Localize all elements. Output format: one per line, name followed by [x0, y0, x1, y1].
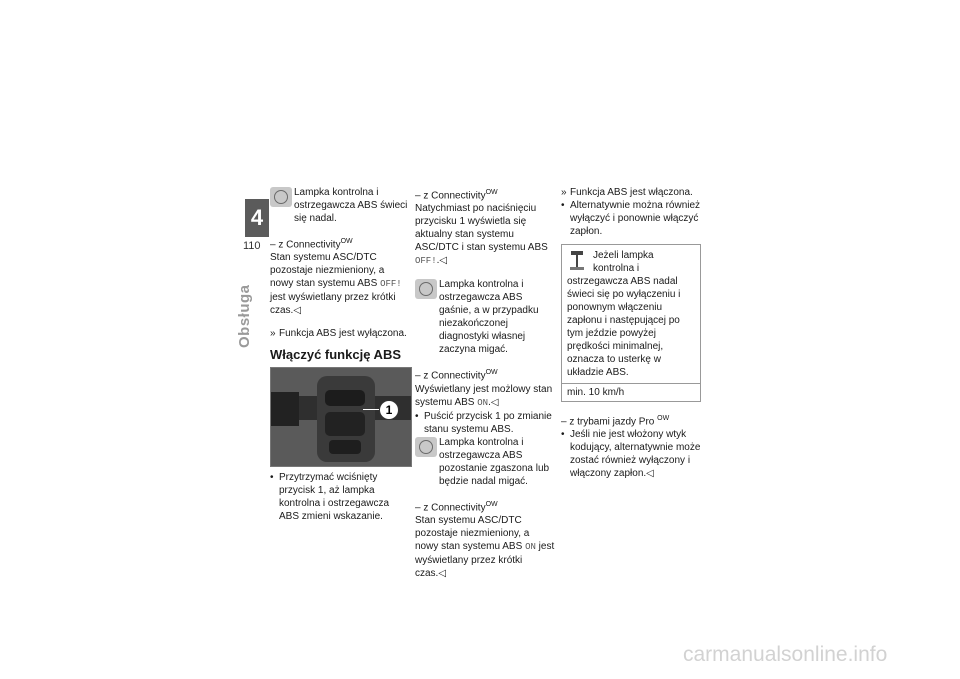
minimum-speed-note	[561, 244, 701, 402]
callout-1: 1	[379, 400, 399, 420]
result-line: » Funkcja ABS jest włączona.	[561, 187, 693, 198]
instruction-bullet: • Alternatywnie można również wyłączyć i ponownie włączyć zapłon.	[561, 200, 701, 237]
connectivity-condition: – z Connectivity$^{OW}$	[270, 238, 353, 251]
note-text: Jeżeli lampka kontrolna i ostrzegawcza ABS nadal świeci się po wyłączeniu i ponownym włączeniu zapłonu i następującej po tym jeździe powyżej prędkości minimalnej, oznacza to usterkę w układzie ABS.	[567, 250, 681, 378]
section-label	[238, 268, 258, 348]
connectivity-condition: – z Connectivity$^{OW}$	[415, 369, 498, 382]
instruction-bullet: • Jeśli nie jest włożony wtyk kodujący, alternatywnie może zostać również wyłączony i włączony zapłon.◁	[561, 429, 701, 480]
instruction-bullet: • Przytrzymać wciśnięty przycisk 1, aż lampka kontrolna i ostrzegawcza ABS zmieni wskazanie.	[270, 472, 390, 523]
warning-triangle-icon	[567, 249, 589, 273]
connectivity-condition: – z Connectivity$^{OW}$	[415, 189, 498, 202]
lamp-note-text: Lampka kontrolna i ostrzegawcza ABS świeci się nadal.	[294, 187, 408, 224]
abs-warning-lamp-icon	[415, 437, 437, 457]
status-code: OFF!	[380, 279, 402, 290]
section-heading: Włączyć funkcję ABS	[270, 347, 402, 363]
status-code: OFF!	[415, 256, 437, 267]
section-label-text: Obsługa	[236, 284, 253, 348]
status-text: Natychmiast po naciśnięciu przycisku 1 wyświetla się aktualny stan systemu ASC/DTC i stan systemu ABS OFF!.◁	[415, 203, 548, 267]
lamp-note: Lampka kontrolna i ostrzegawcza ABS gaśnie, a w przypadku niezakończonej diagnostyki własnej zaczyna migać.	[415, 278, 555, 356]
connectivity-condition: – z Connectivity$^{OW}$	[415, 500, 498, 513]
chapter-tab	[245, 199, 269, 237]
result-line: » Funkcja ABS jest wyłączona.	[270, 328, 407, 340]
chapter-number: 4	[250, 205, 264, 230]
lamp-note: Lampka kontrolna i ostrzegawcza ABS pozostanie zgaszona lub będzie nadal migać.	[415, 436, 555, 488]
status-text: Stan systemu ASC/DTC pozostaje niezmieniony, a nowy stan systemu ABS ON jest wyświetlany przez krótki czas.◁	[415, 514, 555, 579]
page-number: 110	[243, 240, 261, 252]
abs-warning-lamp-icon	[270, 187, 292, 207]
handlebar-switch-photo	[270, 367, 412, 467]
riding-modes-condition: – z trybami jazdy Pro $^{OW}$	[561, 415, 670, 428]
column-2	[415, 186, 555, 580]
column-1	[270, 186, 410, 523]
status-text: Stan systemu ASC/DTC pozostaje niezmieniony, a nowy stan systemu ABS OFF! jest wyświetlany przez krótki czas.◁	[270, 252, 402, 317]
watermark: carmanualsonline.info	[683, 643, 888, 666]
instruction-bullet: • Puścić przycisk 1 po zmianie stanu systemu ABS.	[415, 410, 552, 435]
abs-warning-lamp-icon	[415, 279, 437, 299]
lamp-note	[270, 186, 410, 225]
status-code: ON	[525, 541, 536, 552]
note-footer: min. 10 km/h	[562, 383, 700, 401]
column-3	[561, 186, 701, 480]
status-text: Wyświetlany jest możlowy stan systemu ABS ON.◁	[415, 383, 553, 408]
status-code: ON	[477, 397, 489, 408]
